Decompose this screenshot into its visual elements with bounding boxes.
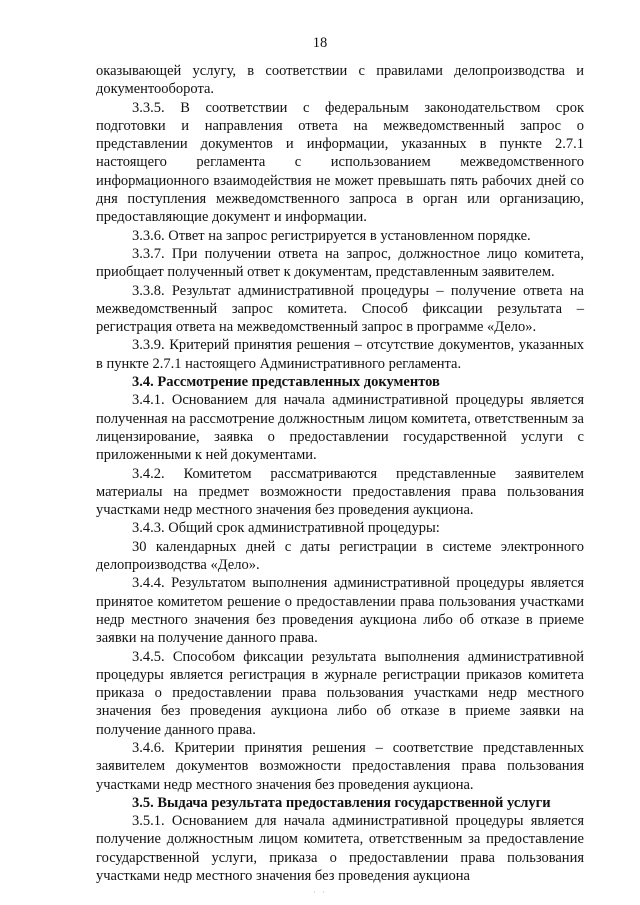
paragraph-3-3-6: 3.3.6. Ответ на запрос регистрируется в установленном порядке. <box>132 227 531 244</box>
paragraph-3-3-9: 3.3.9. Критерий принятия решения – отсутствие документов, указанных в пункте 2.7.1 настоящего Административного регламента. <box>96 337 584 372</box>
scan-artifact: · · <box>312 887 328 897</box>
page-number: 18 <box>312 35 328 51</box>
paragraph-3-4-5: 3.4.5. Способом фиксации результата выполнения административной процедуры является регистрация в журнале регистрации приказов комитета приказа о предоставлении права пользования участками недр местного значения без проведения аукциона либо об отказе в приеме заявки на получение данного права. <box>96 648 584 738</box>
paragraph-continuation: оказывающей услугу, в соответствии с правилами делопроизводства и документооборота. <box>96 63 584 98</box>
paragraph-3-3-8: 3.3.8. Результат административной процедуры – получение ответа на межведомственный запрос комитета. Способ фиксации результата – регистрация ответа на межведомственный запрос в программе «Дело». <box>96 282 584 336</box>
paragraph-3-5-1: 3.5.1. Основанием для начала административной процедуры является получение должностным лицом комитета, ответственным за предоставление государственной услуги, приказа о предоставлении права пользования участками недр местного значения без проведения аукциона <box>96 813 584 885</box>
paragraph-3-4-1: 3.4.1. Основанием для начала административной процедуры является полученная на рассмотрение должностным лицом комитета, ответственным за лицензирование, заявка о предоставлении государственной услуги с приложенными к ней документами. <box>96 392 584 464</box>
paragraph-3-4-3: 3.4.3. Общий срок административной процедуры: <box>132 520 440 537</box>
paragraph-3-4-2: 3.4.2. Комитетом рассматриваются представленные заявителем материалы на предмет возможности предоставления права пользования участками недр местного значения без проведения аукциона. <box>96 465 584 519</box>
document-body <box>96 62 584 885</box>
section-heading-3-5: 3.5. Выдача результата предоставления государственной услуги <box>132 794 551 811</box>
paragraph-3-3-5: 3.3.5. В соответствии с федеральным законодательством срок подготовки и направления ответа на межведомственный запрос о представлении документов и информации, указанных в пункте 2.7.1 настоящего регламента с использованием межведомственного информационного взаимодействия не может превышать пять рабочих дней со дня поступления межведомственного запроса в орган или организацию, предоставляющие документ и информации. <box>96 99 584 226</box>
paragraph-3-4-3-term: 30 календарных дней с даты регистрации в системе электронного делопроизводства «Дело». <box>96 538 584 574</box>
paragraph-3-4-6: 3.4.6. Критерии принятия решения – соответствие представленных заявителем документов возможности предоставления права пользования участками недр местного значения без проведения аукциона. <box>96 739 584 793</box>
paragraph-3-3-7: 3.3.7. При получении ответа на запрос, должностное лицо комитета, приобщает полученный ответ к документам, представленным заявителем. <box>96 245 584 281</box>
paragraph-3-4-4: 3.4.4. Результатом выполнения административной процедуры является принятое комитетом решение о предоставлении права пользования участками недр местного значения без проведения аукциона либо об отказе в приеме заявки на получение данного права. <box>96 575 584 647</box>
section-heading-3-4: 3.4. Рассмотрение представленных документов <box>132 374 440 391</box>
